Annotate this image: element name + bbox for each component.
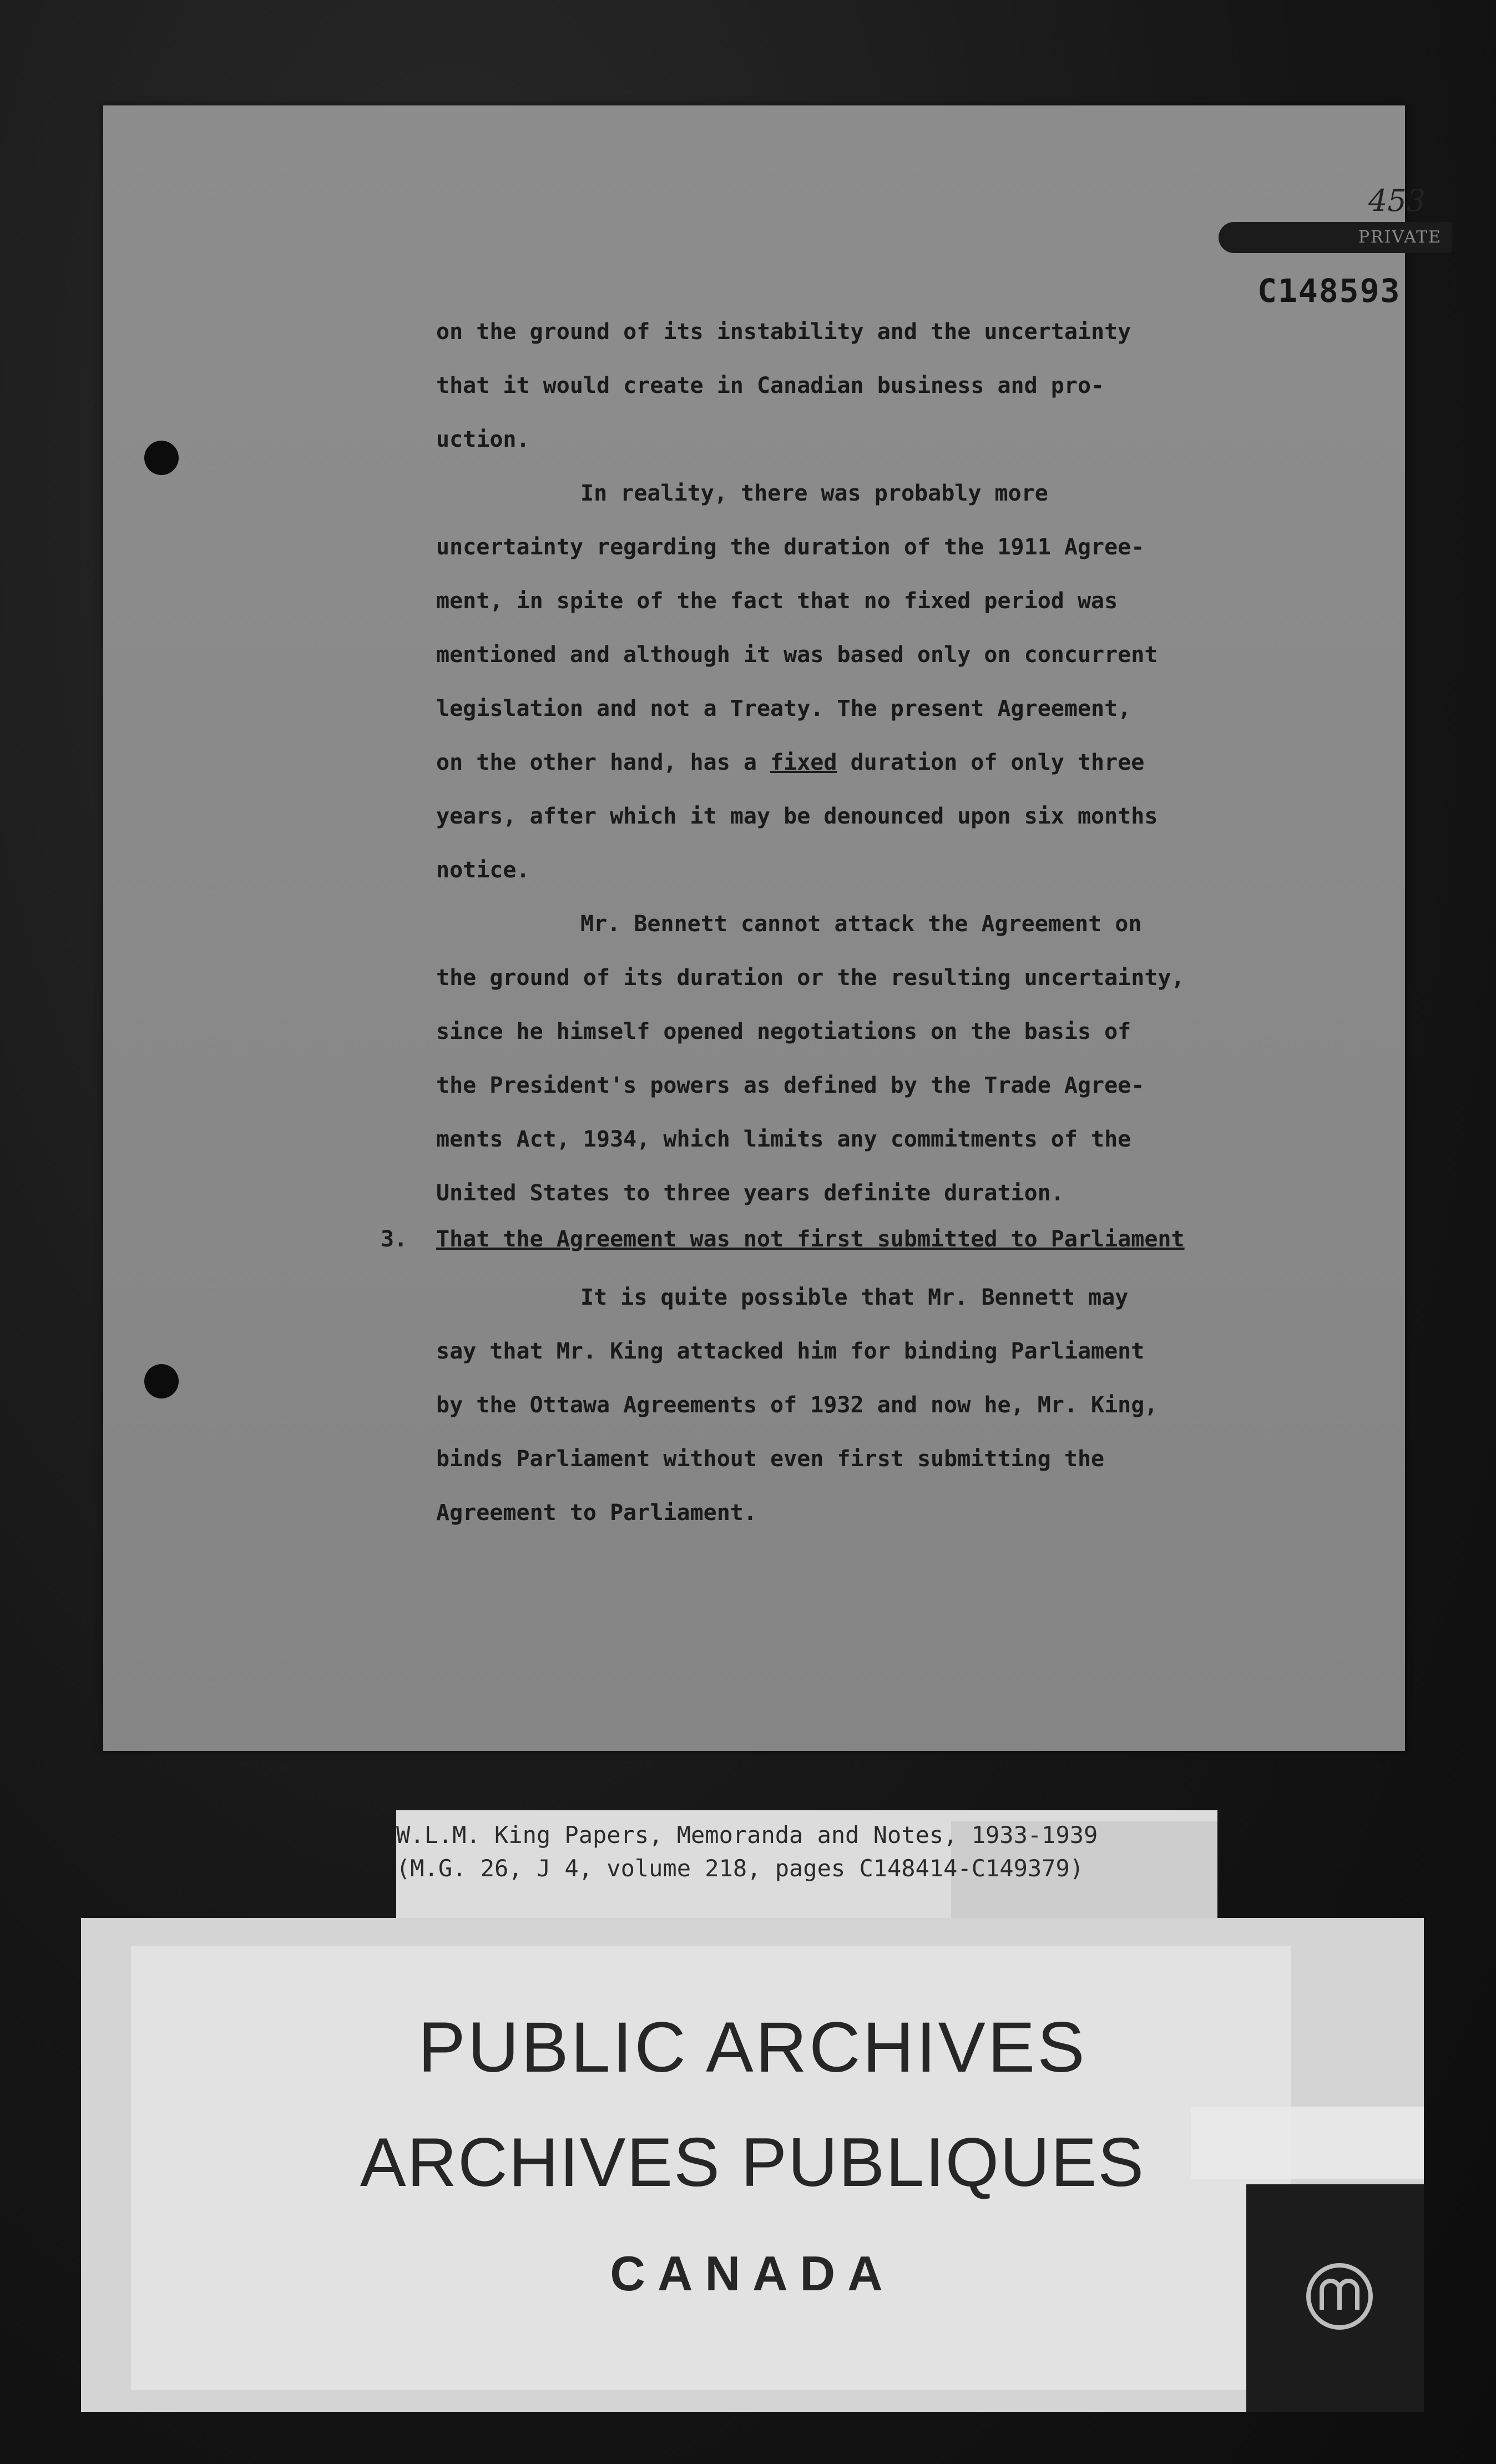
body-line: In reality, there was probably more (580, 481, 1048, 506)
section-number: 3. (381, 1226, 408, 1252)
memo-body (436, 305, 1302, 1220)
archives-title-french: ARCHIVES PUBLIQUES (360, 2124, 1145, 2201)
archives-title-english: PUBLIC ARCHIVES (418, 2008, 1087, 2087)
handwritten-page-number: 453 (1368, 183, 1426, 218)
body-line: ments Act, 1934, which limits any commitments of the (436, 1127, 1131, 1152)
citation-line: (M.G. 26, J 4, volume 218, pages C148414-C149379) (396, 1855, 1084, 1882)
body-line: the ground of its duration or the resulting uncertainty, (436, 965, 1185, 991)
body-line: since he himself opened negotiations on the basis of (436, 1019, 1131, 1044)
body-line: uncertainty regarding the duration of the 1911 Agree- (436, 534, 1145, 560)
body-line: years, after which it may be denounced upon six months (436, 804, 1158, 829)
body-line: United States to three years definite duration. (436, 1180, 1064, 1206)
body-line: uction. (436, 427, 530, 452)
body-line-with-emphasis (436, 736, 1302, 790)
body-text-segment: duration of only three (837, 750, 1145, 775)
punch-hole-bottom (144, 1364, 179, 1398)
archives-country: CANADA (610, 2246, 895, 2301)
body-line: that it would create in Canadian business and pro- (436, 373, 1105, 398)
memo-body-continued (436, 1271, 1302, 1540)
body-line: by the Ottawa Agreements of 1932 and now he, Mr. King, (436, 1392, 1158, 1418)
body-text-segment: on the other hand, has a (436, 750, 771, 775)
body-line: notice. (436, 857, 530, 883)
body-line: mentioned and although it was based only on concurrent (436, 642, 1158, 668)
body-line: on the ground of its instability and the uncertainty (436, 319, 1131, 345)
classification-stamp (1213, 161, 1457, 310)
stamp-bar (1219, 222, 1452, 253)
citation-label (396, 1810, 1217, 1921)
citation-line: W.L.M. King Papers, Memoranda and Notes, 1933-1939 (396, 1821, 1098, 1849)
punch-hole-top (144, 441, 179, 475)
body-line: say that Mr. King attacked him for binding Parliament (436, 1339, 1145, 1364)
stamp-bar-text: PRIVATE (1358, 228, 1442, 247)
underlined-word: fixed (770, 750, 837, 775)
document-sheet (103, 105, 1442, 1751)
body-line: the President's powers as defined by the Trade Agree- (436, 1073, 1145, 1098)
document-number: C148593 (1257, 272, 1401, 310)
body-line: ment, in spite of the fact that no fixed period was (436, 588, 1118, 614)
body-line: legislation and not a Treaty. The present Agreement, (436, 696, 1131, 721)
body-line: Agreement to Parliament. (436, 1500, 757, 1526)
body-line: It is quite possible that Mr. Bennett may (580, 1285, 1129, 1310)
section-heading: That the Agreement was not first submitted to Parliament (436, 1226, 1185, 1252)
archives-card (81, 1918, 1424, 2412)
archives-logo-icon (1305, 2262, 1374, 2331)
body-line: Mr. Bennett cannot attack the Agreement on (580, 911, 1142, 937)
body-line: binds Parliament without even first submitting the (436, 1446, 1105, 1472)
